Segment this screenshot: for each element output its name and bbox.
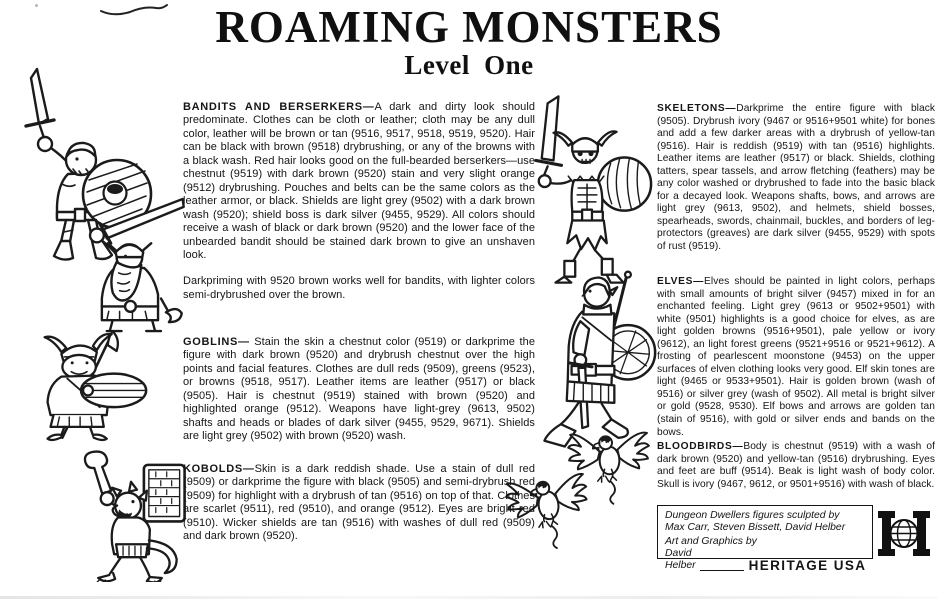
section-elves: [657, 276, 935, 439]
goblins-body: Stain the skin a chestnut color (9519) or darkprime the figure with dark brown (9520) and drybrush chestnut over the high points and facial features. Clothes are dull reds (9509), greens (9523), or browns (9518, 9517). Leather items are leather (9517) or black (9505). Hair is chestnut (9519) stained with brown (9520) and highlighted orange (9512). Weapons have light-grey (9613, 9502) shafts and heads or blades of dark silver (9455, 9529, 9671). Shields are light grey (9502) with brown (9520) wash.: [183, 336, 535, 443]
page-subtitle: Level One: [404, 50, 534, 80]
credits-line-4: David Helber: [665, 548, 696, 571]
credits-line-3: Art and Graphics by: [665, 536, 757, 547]
goblins-heading: GOBLINS—: [183, 336, 250, 348]
credits-box: [657, 505, 873, 573]
skeleton-illustration: [523, 93, 656, 286]
section-bloodbirds: [657, 441, 935, 491]
page-title: ROAMING MONSTERS: [215, 2, 723, 52]
heritage-usa-brand: HERITAGE USA: [748, 558, 867, 573]
credits-divider-line: [700, 561, 744, 571]
section-goblins: [183, 336, 535, 444]
berserker-illustration: [67, 196, 186, 334]
elves-body: Elves should be painted in light colors, perhaps with small amounts of bright silver (9457) mixed in for an enchanted feeling. Light grey (9613 or 9502+9501) with white (9501) highlights is a good choice for elves, as are light golden browns (9516+9501), pale yellow or ivory (9612), an light forest greens (9521+9516 or 9521+9612). A frosting of pearlescent moonstone (9453) on the upper surfaces of elven clothing looks very good. Elf skin tones are light (9465 or 9533+9501). Hair is golden brown (wash of 9516) or silver grey (wash of 9502). All metal is bright silver or gold (9528, 9530). Elf bows and arrows are golden tan (stain of 9516), with gold or silver ends and bands on the bows.: [657, 276, 935, 438]
bandits-body: A dark and dirty look should predominate. Clothes can be cloth or leather; cloth may be any dull color, leather will be brown or tan (9516, 9517, 9518, 9519, 9520). Hair can be black with brown (9518) drybrushing, or any of the browns with a black wash. Red hair looks good on the full-bearded berserkers—use chestnut (9519) with dark brown (9520) stain and very slight orange (9512) drybrushing. Pouches and belts can be the same colors as the leather armor, or black. Shields are light grey (9502) with a dark brown wash (9520); shield boss is dark silver (9455, 9529). All colors should receive a wash of black or dark brown (9520) and the lower face of the unbearded bandit should be stained dark brown to give an unshaven look.: [183, 101, 535, 261]
kobolds-body: Skin is a dark reddish shade. Use a stain of dull red (9509) or darkprime the figure with black (9505) and semi-drybrush red (9509) for highlight with a drybrush of tan (9516) on top of that. Clothes are scarlet (9511), red (9510), and orange (9512). Eyes are bright red (9510). Wicker shields are tan (9516) with washes of dull red (9509) and dark brown (9520).: [183, 463, 535, 543]
credits-line-1: Dungeon Dwellers figures sculpted by: [665, 510, 840, 521]
elf-illustration: [524, 269, 660, 457]
section-bandits: [183, 101, 535, 302]
kobold-illustration: [70, 449, 190, 582]
bandits-heading: BANDITS AND BERSERKERS—: [183, 101, 375, 113]
kobolds-heading: KOBOLDS—: [183, 463, 255, 475]
section-skeletons: [657, 103, 935, 254]
section-kobolds: [183, 463, 535, 544]
goblin-illustration: [18, 329, 156, 442]
bloodbirds-body: Body is chestnut (9519) with a wash of dark brown (9520) and yellow-tan (9516) drybrushing. Eyes and feet are buff (9514). Beak is light wash of body color. Skull is ivory (9467, 9612, or 9501+9516) with wash of black.: [657, 441, 935, 490]
bandits-paragraph: [183, 101, 535, 262]
skeletons-heading: SKELETONS—: [657, 103, 737, 114]
heritage-h-globe-logo-icon: [877, 510, 931, 557]
credits-line-2: Max Carr, Steven Bissett, David Helber: [665, 522, 846, 533]
bandits-paragraph-2: Darkpriming with 9520 brown works well for bandits, with lighter colors semi-drybrushed over the brown.: [183, 275, 535, 301]
bloodbirds-heading: BLOODBIRDS—: [657, 441, 744, 452]
skeletons-body: Darkprime the entire figure with black (9505). Drybrush ivory (9467 or 9516+9501 white) for bones and add a few darker areas with a drybrush of yellow-tan (9516). Hair is reddish (9519) with tan (9516) highlights. Leather items are leather (9517) or black. Shields, clothing tatters, spear tassels, and arrow fletching (feathers) may be any color washed or drybrushed to fade into the basic black for a decayed look. Weapons shafts, bows, and arrows are light grey (9613, 9502), and helmets, shield bosses, spearheads, swords, chainmail, buckles, and borders of leg-protectors (greaves) are dark silver (9455, 9529) with spots of rust (9519).: [657, 103, 935, 253]
elves-heading: ELVES—: [657, 276, 705, 287]
